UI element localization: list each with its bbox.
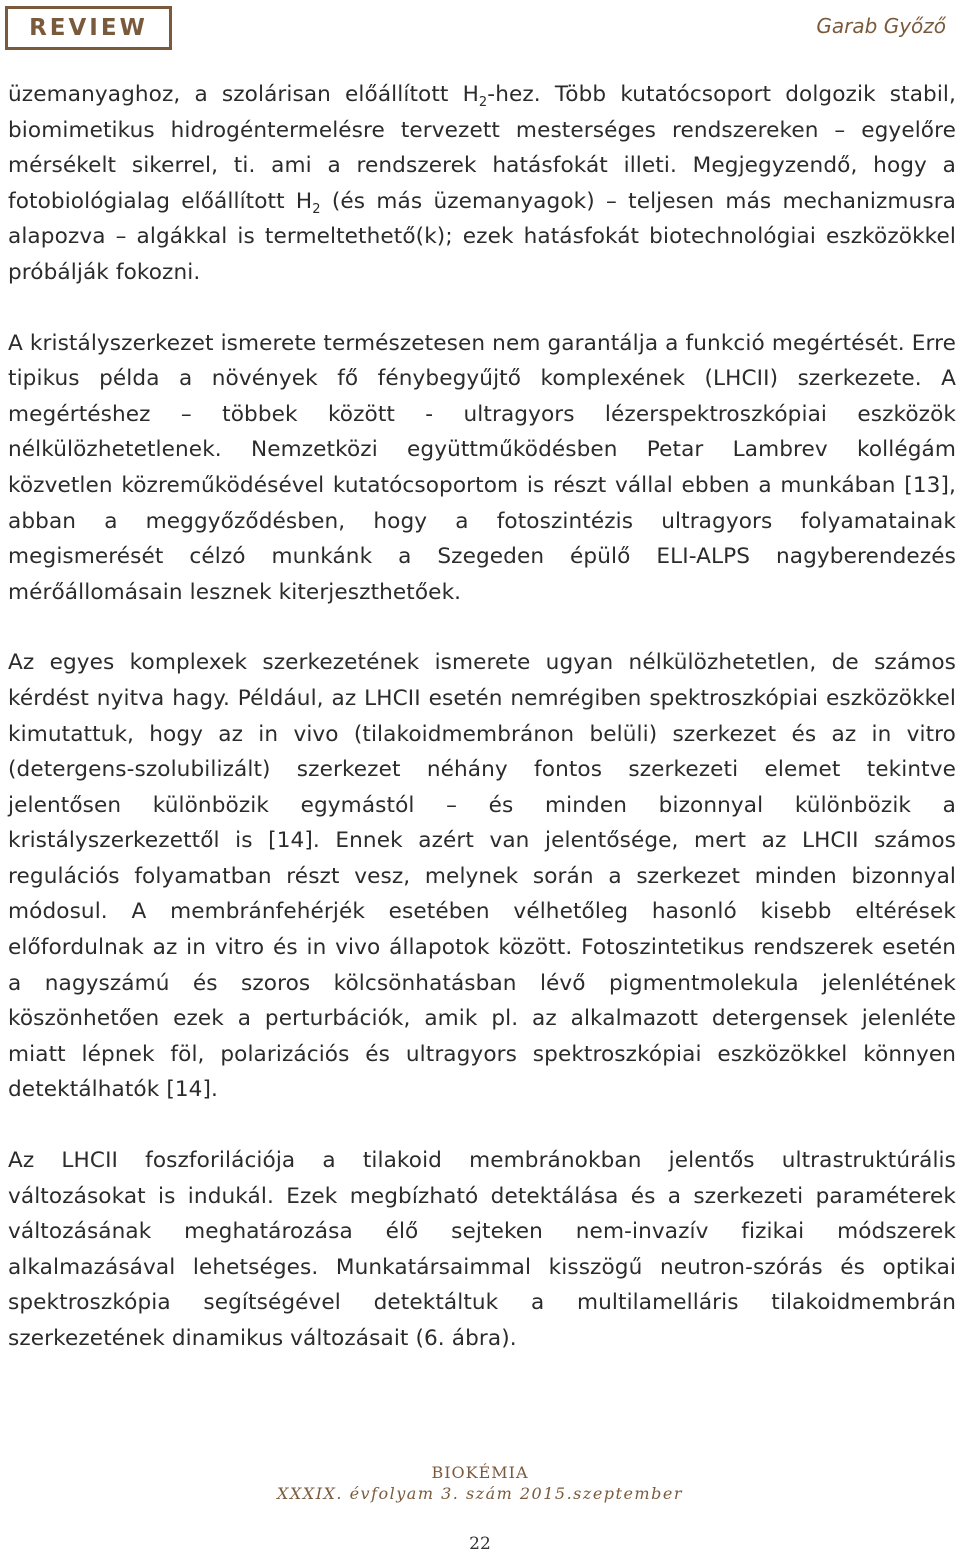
article-body xyxy=(8,77,956,1357)
paragraph-2: A kristályszerkezet ismerete természetesen nem garantálja a funkció megértését. Erre tipikus példa a növények fő fénybegyűjtő komplexének (LHCII) szerkezete. A megértéshez – többek között - ultragyors lézerspektroszkópiai eszközök nélkülözhetetlenek. Nemzetközi együttműködésben Petar Lambrev kollégám közvetlen közreműködésével kutatócsoportom is részt vállal ebben a munkában [13], abban a meggyőződésben, hogy a fotoszintézis ultragyors folyamatainak megismerését célzó munkánk a Szegeden épülő ELI-ALPS nagyberendezés mérőállomásain lesznek kiterjeszthetőek. xyxy=(8,330,956,605)
text-segment: -hez. Több kutatócsoport dolgozik stabil, biomimetikus hidrogéntermelésre tervezett mesterséges rendszereken – egyelőre mérsékelt sikerrel, ti. ami a rendszerek hatásfokát illeti. Megjegyzendő, hogy a fotobiológialag előállított H xyxy=(8,82,956,214)
subscript: 2 xyxy=(478,95,488,110)
section-label: REVIEW xyxy=(29,15,148,41)
paragraph-1 xyxy=(8,77,956,291)
paragraph-4: Az LHCII foszforilációja a tilakoid membránokban jelentős ultrastruktúrális változásokat is indukál. Ezek megbízható detektálása és a szerkezeti paraméterek változásának meghatározása élő sejteken nem-invazív fizikai módszerek alkalmazásával lehetséges. Munkatársaimmal kisszögű neutron-szórás és optikai spektroszkópia segítségével detektáltuk a multilamelláris tilakoidmembrán szerkezetének dinamikus változásait (6. ábra). xyxy=(8,1148,956,1351)
journal-name: BIOKÉMIA xyxy=(431,1463,529,1482)
paragraph-3: Az egyes komplexek szerkezetének ismerete ugyan nélkülözhetetlen, de számos kérdést nyitva hagy. Például, az LHCII esetén nemrégiben spektroszkópiai eszközökkel kimutattuk, hogy az in vivo (tilakoidmembránon belüli) szerkezet és az in vitro (detergens-szolubilizált) szerkezet néhány fontos szerkezeti elemet tekintve jelentősen különbözik egymástól – és minden bizonnyal különbözik a kristályszerkezettől is [14]. Ennek azért van jelentősége, mert az LHCII számos regulációs folyamatban részt vesz, melynek során a szerkezet minden bizonnyal módosul. A membránfehérjék esetében vélhetőleg hasonló kisebb eltérések előfordulnak az in vitro és in vivo állapotok között. Fotoszintetikus rendszerek esetén a nagyszámú és szoros kölcsönhatásban lévő pigmentmolekula jelenlétének köszönhetően ezek a perturbációk, amik pl. az alkalmazott detergensek jelenléte miatt lépnek föl, polarizációs és ultragyors spektroszkópiai eszközökkel könnyen detektálhatók [14]. xyxy=(8,650,956,1103)
journal-issue: XXXIX. évfolyam 3. szám 2015.szeptember xyxy=(277,1484,683,1503)
text-segment: (és más üzemanyagok) – teljesen más mechanizmusra alapozva – algákkal is termeltethető(k); ezek hatásfokát biotechnológiai eszközökkel próbálják fokozni. xyxy=(8,188,957,285)
author-name: Garab Győző xyxy=(816,14,946,38)
text-segment: üzemanyaghoz, a szolárisan előállított H xyxy=(8,82,479,107)
section-badge xyxy=(5,6,172,50)
subscript: 2 xyxy=(312,201,321,217)
page-number: 22 xyxy=(469,1534,491,1554)
